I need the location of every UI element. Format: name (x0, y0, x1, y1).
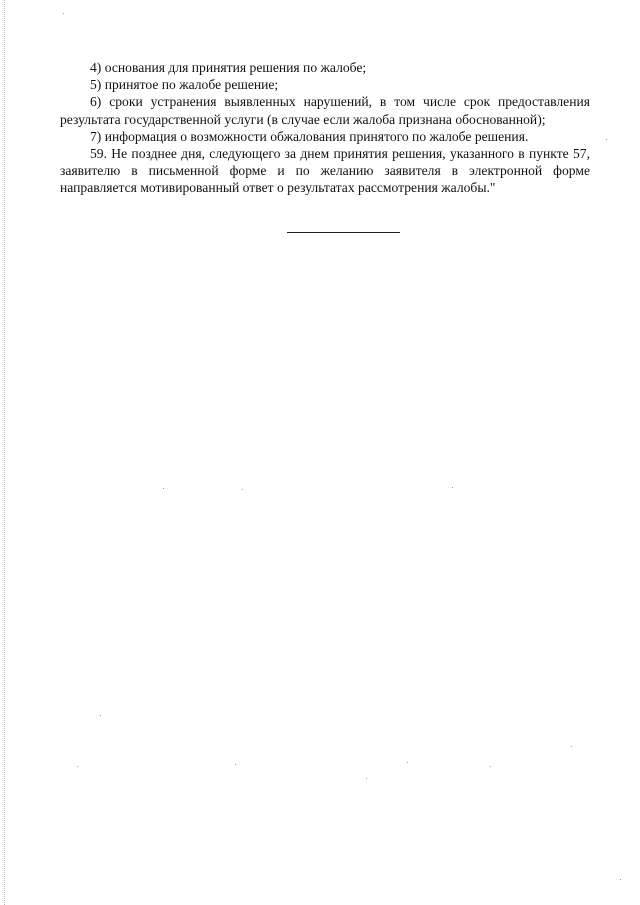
scan-speck (452, 487, 453, 488)
scan-speck (571, 746, 572, 747)
paragraph-59: 59. Не позднее дня, следующего за днем принятия решения, указанного в пункте 57, заявителю в письменной форме и по желанию заявителя в электронной форме направляется мотивированный ответ о результатах рассмотрения жалобы." (60, 146, 590, 196)
scan-speck (235, 764, 236, 765)
list-item-7: 7) информация о возможности обжалования принятого по жалобе решения. (90, 128, 529, 144)
scan-speck (490, 766, 491, 767)
scan-speck (77, 766, 78, 767)
scan-speck (242, 489, 243, 490)
document-body (60, 59, 590, 197)
scan-speck (366, 778, 367, 779)
scan-speck (100, 715, 101, 716)
scan-edge (4, 0, 6, 905)
scan-speck (620, 879, 621, 880)
list-item-5: 5) принятое по жалобе решение; (90, 77, 279, 93)
scan-speck (407, 762, 408, 763)
scan-speck (63, 13, 64, 14)
list-item-4: 4) основания для принятия решения по жалобе; (90, 60, 367, 75)
scan-speck (606, 139, 607, 140)
end-separator-line (287, 232, 400, 233)
list-item-6: 6) сроки устранения выявленных нарушений, в том числе срок предоставления результата государственной услуги (в случае если жалоба признана обоснованной); (60, 94, 590, 127)
scan-speck (163, 488, 164, 489)
